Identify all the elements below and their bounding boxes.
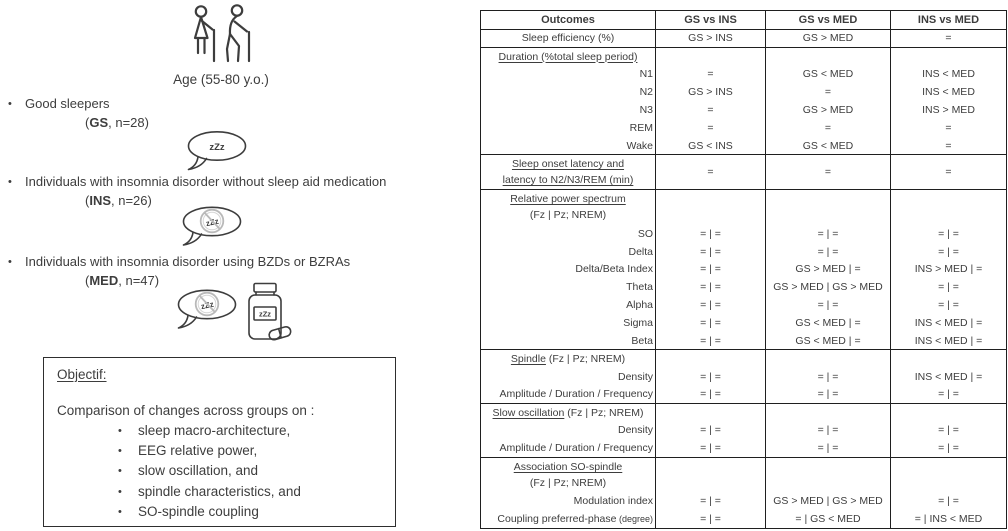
table-row xyxy=(481,137,1007,155)
table-row xyxy=(481,350,1007,368)
outcome-label: Theta xyxy=(626,281,653,294)
comparison-cell: = xyxy=(656,101,766,119)
table-row xyxy=(481,368,1007,386)
outcome-label: Relative power spectrum (Fz | Pz; NREM) xyxy=(481,190,656,225)
comparison-cell: = xyxy=(891,137,1007,155)
group-ins-sublabel: (INS, n=26) xyxy=(85,193,152,208)
table-row xyxy=(481,439,1007,457)
sleep-speech-bubble-icon xyxy=(185,129,249,173)
comparison-cell: GS > INS xyxy=(656,30,766,48)
outcome-label: N3 xyxy=(639,104,653,116)
outcome-label: N2 xyxy=(639,86,653,99)
comparison-cell: = | = xyxy=(656,492,766,510)
outcome-label: Alpha xyxy=(626,299,653,312)
comparison-cell: = | = xyxy=(891,225,1007,243)
comparison-cell xyxy=(766,190,891,225)
group-item-ins xyxy=(8,174,386,189)
column-header: Outcomes xyxy=(481,11,656,30)
table-row xyxy=(481,422,1007,440)
comparison-cell: = xyxy=(891,155,1007,190)
comparison-cell: = | = xyxy=(656,510,766,528)
outcome-label: Sigma xyxy=(623,317,653,330)
comparison-cell: = | = xyxy=(891,422,1007,440)
outcome-label: Slow oscillation (Fz | Pz; NREM) xyxy=(481,404,656,422)
comparison-cell xyxy=(891,457,1007,492)
comparison-cell: GS < MED | = xyxy=(766,314,891,332)
table-row xyxy=(481,296,1007,314)
table-row xyxy=(481,243,1007,261)
comparison-cell: GS > MED | GS > MED xyxy=(766,492,891,510)
table-row xyxy=(481,457,1007,492)
svg-text:zZz: zZz xyxy=(209,142,225,153)
objective-item: • slow oscillation, and xyxy=(118,461,395,481)
objective-list xyxy=(44,421,395,522)
table-row xyxy=(481,510,1007,528)
comparison-cell: = | = xyxy=(656,243,766,261)
comparison-cell: GS < MED xyxy=(766,65,891,83)
table-row xyxy=(481,404,1007,422)
comparison-cell: GS < MED xyxy=(766,137,891,155)
bullet-dot: • xyxy=(118,425,122,437)
bullet-dot: • xyxy=(118,485,122,498)
objective-item: • EEG relative power, xyxy=(118,441,395,461)
outcome-label: Spindle (Fz | Pz; NREM) xyxy=(481,350,656,368)
table-row xyxy=(481,225,1007,243)
comparison-cell: = | = xyxy=(656,368,766,386)
comparison-cell: = | = xyxy=(766,296,891,314)
group-item-gs xyxy=(8,96,110,111)
table-row xyxy=(481,65,1007,83)
comparison-cell: INS < MED | = xyxy=(891,332,1007,350)
comparison-cell: = xyxy=(766,83,891,101)
comparison-cell: = | = xyxy=(891,278,1007,296)
outcome-label: Duration (%total sleep period) xyxy=(481,47,656,65)
outcome-label: Wake xyxy=(626,139,653,152)
group-gs-sublabel: (GS, n=28) xyxy=(85,115,149,130)
comparison-cell: = | = xyxy=(656,439,766,457)
comparison-cell: = | = xyxy=(766,386,891,404)
table-row xyxy=(481,47,1007,65)
comparison-cell: = | = xyxy=(891,296,1007,314)
bullet-dot: • xyxy=(118,465,122,478)
outcome-label: SO xyxy=(637,227,653,240)
table-row xyxy=(481,155,1007,190)
table-row xyxy=(481,261,1007,279)
comparison-cell: = xyxy=(766,119,891,137)
outcome-label: Density xyxy=(617,370,653,383)
comparison-cell: = | = xyxy=(656,225,766,243)
comparison-cell xyxy=(891,47,1007,65)
table-row xyxy=(481,278,1007,296)
comparison-cell: = | = xyxy=(891,492,1007,510)
outcome-label: Sleep onset latency and latency to N2/N3/REM (min) xyxy=(481,155,656,190)
comparison-cell: INS < MED xyxy=(891,83,1007,101)
comparison-cell: INS > MED | = xyxy=(891,261,1007,279)
comparison-cell: INS < MED | = xyxy=(891,368,1007,386)
comparison-cell xyxy=(656,404,766,422)
table-row xyxy=(481,332,1007,350)
column-header: GS vs INS xyxy=(656,11,766,30)
outcome-label: N1 xyxy=(639,68,653,81)
table-row xyxy=(481,83,1007,101)
svg-text:zZz: zZz xyxy=(258,309,272,319)
comparison-cell: GS > MED xyxy=(766,30,891,48)
objective-title: Objectif: xyxy=(57,367,107,382)
table-row xyxy=(481,492,1007,510)
comparison-cell: GS < MED | = xyxy=(766,332,891,350)
comparison-cell: = | = xyxy=(656,296,766,314)
svg-text:zZz: zZz xyxy=(205,216,220,229)
comparison-cell: = | = xyxy=(656,422,766,440)
group-item-med xyxy=(8,254,350,269)
outcome-label: Delta/Beta Index xyxy=(575,263,653,276)
column-header: GS vs MED xyxy=(766,11,891,30)
objective-item: • SO-spindle coupling xyxy=(118,502,395,522)
objective-intro: Comparison of changes across groups on : xyxy=(57,403,315,418)
comparison-cell xyxy=(766,404,891,422)
comparison-cell: = xyxy=(891,30,1007,48)
comparison-cell xyxy=(891,350,1007,368)
table-row xyxy=(481,30,1007,48)
table-row xyxy=(481,119,1007,137)
outcomes-table-head-row xyxy=(481,11,1007,30)
comparison-cell: = xyxy=(656,155,766,190)
table-row xyxy=(481,190,1007,225)
comparison-cell xyxy=(891,404,1007,422)
outcome-label: REM xyxy=(629,121,653,134)
table-row xyxy=(481,101,1007,119)
comparison-cell xyxy=(891,190,1007,225)
bullet-dot: • xyxy=(8,98,12,110)
comparison-cell: = xyxy=(766,155,891,190)
svg-text:zZz: zZz xyxy=(200,299,215,312)
outcomes-table-body xyxy=(481,30,1007,529)
comparison-cell: GS > MED | = xyxy=(766,261,891,279)
comparison-cell: = | GS < MED xyxy=(766,510,891,528)
comparison-cell: = | = xyxy=(766,243,891,261)
outcome-label: Amplitude / Duration / Frequency xyxy=(499,442,653,455)
comparison-cell: = | = xyxy=(766,368,891,386)
age-caption: Age (55-80 y.o.) xyxy=(173,72,269,87)
comparison-cell: = | = xyxy=(891,386,1007,404)
bullet-dot: • xyxy=(118,505,122,518)
outcome-label: Amplitude / Duration / Frequency xyxy=(499,388,653,401)
comparison-cell: = | = xyxy=(656,261,766,279)
comparison-cell: = | = xyxy=(766,439,891,457)
outcome-label: Density xyxy=(617,424,653,437)
elderly-couple-icon xyxy=(183,4,261,68)
group-med-label: Individuals with insomnia disorder using BZDs or BZRAs xyxy=(25,254,351,269)
comparison-cell: = | = xyxy=(766,225,891,243)
bullet-dot: • xyxy=(118,445,122,458)
table-row xyxy=(481,386,1007,404)
comparison-cell xyxy=(656,47,766,65)
comparison-cell xyxy=(766,47,891,65)
comparison-cell: = xyxy=(891,119,1007,137)
outcome-label: Delta xyxy=(628,245,653,258)
outcome-label: Sleep efficiency (%) xyxy=(521,32,615,45)
comparison-cell: GS > MED xyxy=(766,101,891,119)
no-sleep-speech-bubble-icon xyxy=(180,205,244,249)
outcomes-table xyxy=(480,10,1007,529)
comparison-cell: = | = xyxy=(891,439,1007,457)
comparison-cell: = | = xyxy=(656,314,766,332)
comparison-cell xyxy=(656,350,766,368)
objective-item: • spindle characteristics, and xyxy=(118,482,395,502)
outcome-label: Coupling preferred-phase (degree) xyxy=(497,512,653,525)
outcome-label: Association SO-spindle (Fz | Pz; NREM) xyxy=(481,457,656,492)
comparison-cell: = | = xyxy=(656,278,766,296)
comparison-cell: = xyxy=(656,65,766,83)
bullet-dot: • xyxy=(8,256,12,268)
no-sleep-speech-bubble-icon xyxy=(175,288,239,332)
comparison-cell: INS < MED | = xyxy=(891,314,1007,332)
comparison-cell: = | = xyxy=(891,243,1007,261)
comparison-cell xyxy=(656,190,766,225)
sleep-medication-bottle-icon xyxy=(239,282,293,342)
comparison-cell: = | = xyxy=(766,422,891,440)
group-gs-label: Good sleepers xyxy=(25,96,110,111)
column-header: INS vs MED xyxy=(891,11,1007,30)
outcome-label: Modulation index xyxy=(573,495,653,508)
comparison-cell: = | = xyxy=(656,332,766,350)
comparison-cell: INS > MED xyxy=(891,101,1007,119)
comparison-cell: GS > INS xyxy=(656,83,766,101)
comparison-cell: GS < INS xyxy=(656,137,766,155)
comparison-cell: = xyxy=(656,119,766,137)
comparison-cell xyxy=(766,457,891,492)
group-ins-label: Individuals with insomnia disorder without sleep aid medication xyxy=(25,174,387,189)
outcome-label: Beta xyxy=(631,334,653,347)
comparison-cell: INS < MED xyxy=(891,65,1007,83)
bullet-dot: • xyxy=(8,176,12,188)
objective-box xyxy=(43,357,396,527)
comparison-cell: = | INS < MED xyxy=(891,510,1007,528)
comparison-cell: = | = xyxy=(656,386,766,404)
comparison-cell xyxy=(656,457,766,492)
comparison-cell xyxy=(766,350,891,368)
objective-item: • sleep macro-architecture, xyxy=(118,421,395,441)
comparison-cell: GS > MED | GS > MED xyxy=(766,278,891,296)
table-row xyxy=(481,314,1007,332)
group-med-sublabel: (MED, n=47) xyxy=(85,273,160,288)
